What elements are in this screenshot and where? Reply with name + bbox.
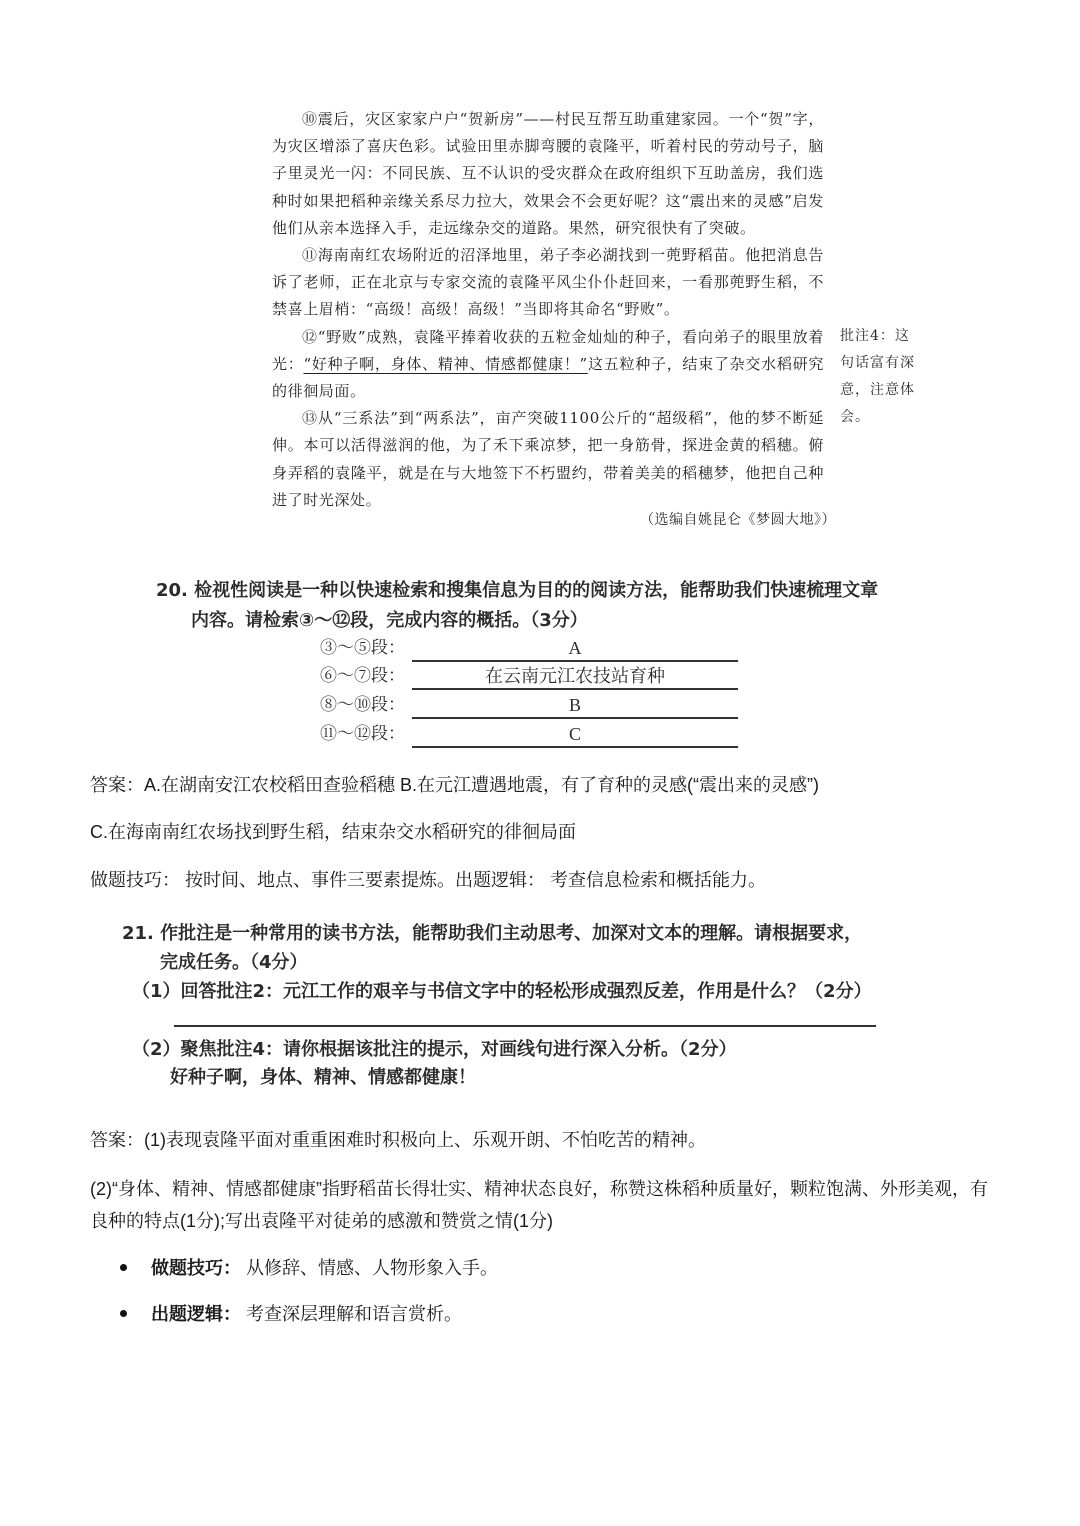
tip-bullet	[120, 1252, 498, 1284]
question-20-prompt: 20. 检视性阅读是一种以快速检索和搜集信息为目的的阅读方法，能帮助我们快速梳理文章	[156, 580, 879, 601]
summary-row	[320, 634, 750, 662]
tip-bullet	[120, 1298, 462, 1330]
tip-label: 做题技巧：	[151, 1258, 241, 1278]
row-answer: C	[568, 724, 581, 744]
answer-21-line-1: 答案：(1)表现袁隆平面对重重困难时积极向上、乐观开朗、不怕吃苦的精神。	[90, 1130, 706, 1150]
answer-20-line-1: 答案：A.在湖南安江农校稻田查验稻穗 B.在元江遭遇地震，有了育种的灵感(“震出来的灵感”)	[90, 775, 819, 795]
answer-21-line-2: (2)“身体、精神、情感都健康”指野稻苗长得壮实、精神状态良好，称赞这株稻种质量好，颗粒饱满、外形美观，有良种的特点(1分);写出袁隆平对徒弟的感激和赞赏之情(1分)	[90, 1179, 988, 1231]
row-label: ⑧～⑩段：	[320, 695, 405, 714]
answer-20-tips: 做题技巧： 按时间、地点、事件三要素提炼。出题逻辑： 考查信息检索和概括能力。	[90, 870, 766, 890]
bullet-dot-icon	[120, 1264, 127, 1271]
question-20-prompt-cont: 内容。请检索③～⑫段，完成内容的概括。（3分）	[191, 610, 588, 631]
answer-20-line-2: C.在海南南红农场找到野生稻，结束杂交水稻研究的徘徊局面	[90, 822, 576, 842]
summary-row	[320, 691, 750, 719]
paragraph-11: ⑪海南南红农场附近的沼泽地里，弟子李必湖找到一蔸野稻苗。他把消息告诉了老师，正在北京与专家交流的袁隆平风尘仆仆赶回来，一看那蔸野生稻，不禁喜上眉梢：“高级！高级！高级！”当即将其命名“野败”。	[272, 246, 824, 319]
underlined-sentence: “好种子啊，身体、精神、情感都健康！”	[303, 354, 588, 373]
paragraph-12	[272, 324, 824, 406]
question-21-prompt: 21. 作批注是一种常用的读书方法，能帮助我们主动思考、加深对文本的理解。请根据要求，	[122, 923, 863, 944]
paragraph-10: ⑩震后，灾区家家户户“贺新房”——村民互帮互助重建家园。一个“贺”字，为灾区增添了喜庆色彩。试验田里赤脚弯腰的袁隆平，听着村民的劳动号子，脑子里灵光一闪：不同民族、互不认识的受灾群众在政府组织下互助盖房，我们选种时如果把稻种亲缘关系尽力拉大，效果会不会更好呢？这“震出来的灵感”启发他们从亲本选择入手，走远缘杂交的道路。果然，研究很快有了突破。	[272, 110, 824, 237]
quoted-sentence: 好种子啊，身体、精神、情感都健康！	[170, 1067, 476, 1088]
paragraph-13: ⑬从“三系法”到“两系法”，亩产突破1100公斤的“超级稻”，他的梦不断延伸。本可以活得滋润的他，为了禾下乘凉梦，把一身筋骨，探进金黄的稻穗。俯身弄稻的袁隆平，就是在与大地签下不朽盟约，带着美美的稻穗梦，他把自己种进了时光深处。	[272, 409, 824, 509]
tip-label: 出题逻辑：	[151, 1304, 241, 1324]
answer-blank-line	[412, 717, 738, 719]
row-label: ③～⑤段：	[320, 638, 405, 657]
passage-excerpt	[272, 106, 824, 514]
annotation-note-4: 批注4：这句话富有深意，注意体会。	[840, 328, 915, 425]
row-label: ⑥～⑦段：	[320, 666, 405, 685]
answer-blank-line	[412, 746, 738, 748]
row-answer: 在云南元江农技站育种	[485, 666, 665, 686]
row-label: ⑪～⑫段：	[320, 724, 405, 743]
paragraph-12-tail: 这五粒种子，结束了杂交水稻研究的徘徊局面。	[272, 354, 824, 401]
bullet-dot-icon	[120, 1310, 127, 1317]
answer-blank-line	[174, 1025, 876, 1027]
row-answer: A	[568, 638, 582, 658]
answer-blank-line	[412, 688, 738, 690]
paragraph-12-lead: ⑫“野败”成熟，袁隆平捧着收获的五粒金灿灿的种子，看向弟子的眼里放着光：	[272, 327, 824, 373]
question-21-prompt-cont: 完成任务。（4分）	[160, 952, 308, 973]
question-21-part-1: （1）回答批注2：元江工作的艰辛与书信文字中的轻松形成强烈反差，作用是什么？（2分）	[132, 981, 872, 1002]
tip-text: 考查深层理解和语言赏析。	[246, 1304, 463, 1324]
summary-row	[320, 662, 750, 690]
tip-text: 从修辞、情感、人物形象入手。	[246, 1258, 499, 1278]
source-citation: （选编自姚昆仑《梦圆大地》）	[640, 512, 836, 528]
row-answer: B	[568, 695, 581, 715]
question-21-part-2: （2）聚焦批注4：请你根据该批注的提示，对画线句进行深入分析。（2分）	[132, 1039, 737, 1060]
summary-row	[320, 720, 750, 748]
